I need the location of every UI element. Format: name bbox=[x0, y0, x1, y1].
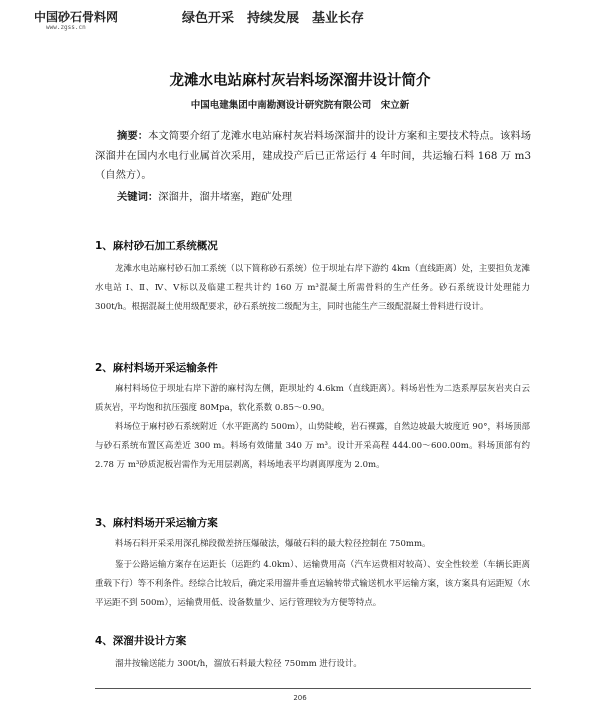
paper-author: 中国电建集团中南勘测设计研究院有限公司 宋立新 bbox=[190, 100, 410, 111]
site-url: www.zgss.cn bbox=[46, 24, 86, 31]
section-3-paragraph-1: 料场石料开采采用深孔梯段微差挤压爆破法，爆破石料的最大粒径控制在 750mm。 bbox=[115, 539, 431, 549]
section-1-paragraph: 龙滩水电站麻村砂石加工系统（以下简称砂石系统）位于坝址右岸下游约 4km（直线距离）处，主要担负龙滩水电站 Ⅰ、Ⅱ、Ⅳ、Ⅴ标以及临建工程共计约 160 万 m³混凝土所需骨料的生产任务。砂石系统设计处理能力 300t/h。根据混凝土使用级配要求，砂石系统按二级配为主，同时也能生产三级配混凝土骨料进行设计。 bbox=[95, 264, 530, 312]
abstract-text: 本文简要介绍了龙滩水电站麻村灰岩料场深溜井的设计方案和主要技术特点。该料场深溜井在国内水电行业属首次采用，建成投产后已正常运行 4 年时间，共运输石料 168 万 m3（自然方）。 bbox=[95, 130, 532, 181]
section-3-heading: 3、麻村料场开采运输方案 bbox=[95, 517, 218, 529]
abstract bbox=[95, 127, 531, 186]
section-1-heading: 1、麻村砂石加工系统概况 bbox=[95, 240, 218, 252]
abstract-label: 摘要： bbox=[117, 130, 149, 142]
brand-logo-text: 中国砂石骨料网 bbox=[34, 10, 119, 24]
section-2-paragraph-2: 料场位于麻村砂石系统附近（水平距离约 500m），山势陡峻，岩石裸露，自然边坡最大坡度近 90°，料场顶部与砂石系统布置区高差近 300 m。料场有效储量 340 万 m³。设计开采高程 444.00～600.00m。料场顶部有约 2.78 万 m³砂质泥板岩需作为无用层剥离，料场地表平均剥离厚度为 2.0m。 bbox=[95, 422, 530, 470]
keywords-text: 深溜井，溜井堵塞，跑矿处理 bbox=[158, 191, 293, 203]
paper-title: 龙滩水电站麻村灰岩料场深溜井设计简介 bbox=[169, 73, 431, 89]
keywords bbox=[117, 188, 292, 203]
section-2-heading: 2、麻村料场开采运输条件 bbox=[95, 362, 218, 374]
footer-rule bbox=[95, 688, 531, 689]
page-number: 206 bbox=[293, 694, 307, 702]
keywords-label: 关键词： bbox=[117, 191, 159, 203]
header-slogan: 绿色开采 持续发展 基业长存 bbox=[182, 11, 365, 26]
section-3-paragraph-2: 鉴于公路运输方案存在运距长（运距约 4.0km）、运输费用高（汽车运费相对较高）、安全性较差（车辆长距离重载下行）等不利条件。经综合比较后，确定采用溜井垂直运输转带式输送机水平运输方案，该方案具有运距短（水平运距不到 500m），运输费用低、设备数量少、运行管理较为方便等特点。 bbox=[95, 560, 530, 608]
page-header bbox=[0, 0, 600, 34]
section-2-paragraph-1: 麻村料场位于坝址右岸下游的麻村沟左侧，距坝址约 4.6km（直线距离）。料场岩性为二迭系厚层灰岩夹白云质灰岩，平均饱和抗压强度 80Mpa，软化系数 0.85～0.90。 bbox=[95, 384, 530, 413]
section-4-heading: 4、深溜井设计方案 bbox=[95, 635, 187, 647]
section-4-paragraph: 溜井按输送能力 300t/h，溜放石料最大粒径 750mm 进行设计。 bbox=[115, 659, 362, 669]
